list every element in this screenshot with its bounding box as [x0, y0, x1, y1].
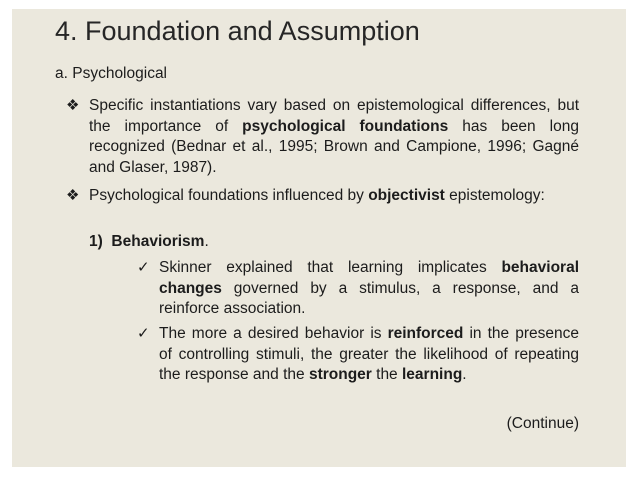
- check2-text-4: .: [462, 366, 467, 384]
- check2-bold-1: reinforced: [387, 325, 464, 342]
- check2-text-2: in the presence of controlling stimuli, the greater the likelihood of repeating the response and the: [159, 325, 580, 384]
- check2-text-1: The more a desired behavior is: [159, 325, 388, 342]
- check1-text-1: Skinner explained that learning implicates: [159, 259, 502, 276]
- check2-text-3: the: [371, 366, 402, 384]
- checkmark-icon: ✓: [137, 325, 150, 342]
- slide-title: 4. Foundation and Assumption: [55, 16, 420, 46]
- check-paragraph-2: [159, 324, 579, 386]
- check1-bold-1: behavioral changes: [159, 259, 579, 297]
- check-paragraph-1: [159, 258, 579, 320]
- bullet2-text-2: epistemology:: [449, 187, 545, 204]
- section-subheading: a. Psychological: [55, 65, 168, 82]
- bullet2-text-1: Psychological foundations influenced by: [89, 187, 369, 204]
- diamond-bullet-icon: ❖: [66, 187, 80, 204]
- check2-bold-3: learning: [402, 366, 463, 384]
- bullet1-text-2: has been long recognized (Bednar et al., 1995; Brown and Campione, 1996; Gagné and Glaser, 1987).: [89, 117, 579, 176]
- check1-text-2: governed by a stimulus, a response, and a reinforce association.: [159, 279, 579, 318]
- item1-number: 1): [89, 233, 103, 250]
- bullet-paragraph-1: [89, 96, 579, 178]
- checkmark-icon: ✓: [137, 259, 150, 276]
- continue-label: (Continue): [506, 415, 579, 432]
- item1-label: Behaviorism: [111, 233, 205, 250]
- bullet2-bold-1: objectivist: [368, 187, 445, 204]
- bullet1-bold-1: psychological foundations: [242, 117, 449, 135]
- diamond-bullet-icon: ❖: [66, 97, 80, 114]
- item1-suffix: .: [204, 233, 209, 250]
- check2-bold-2: stronger: [308, 366, 372, 384]
- bullet1-text-1: Specific instantiations vary based on epistemological differences, but the importance of: [89, 97, 579, 135]
- numbered-item-1: [89, 232, 209, 253]
- slide: [12, 9, 626, 467]
- bullet-paragraph-2: [89, 186, 579, 207]
